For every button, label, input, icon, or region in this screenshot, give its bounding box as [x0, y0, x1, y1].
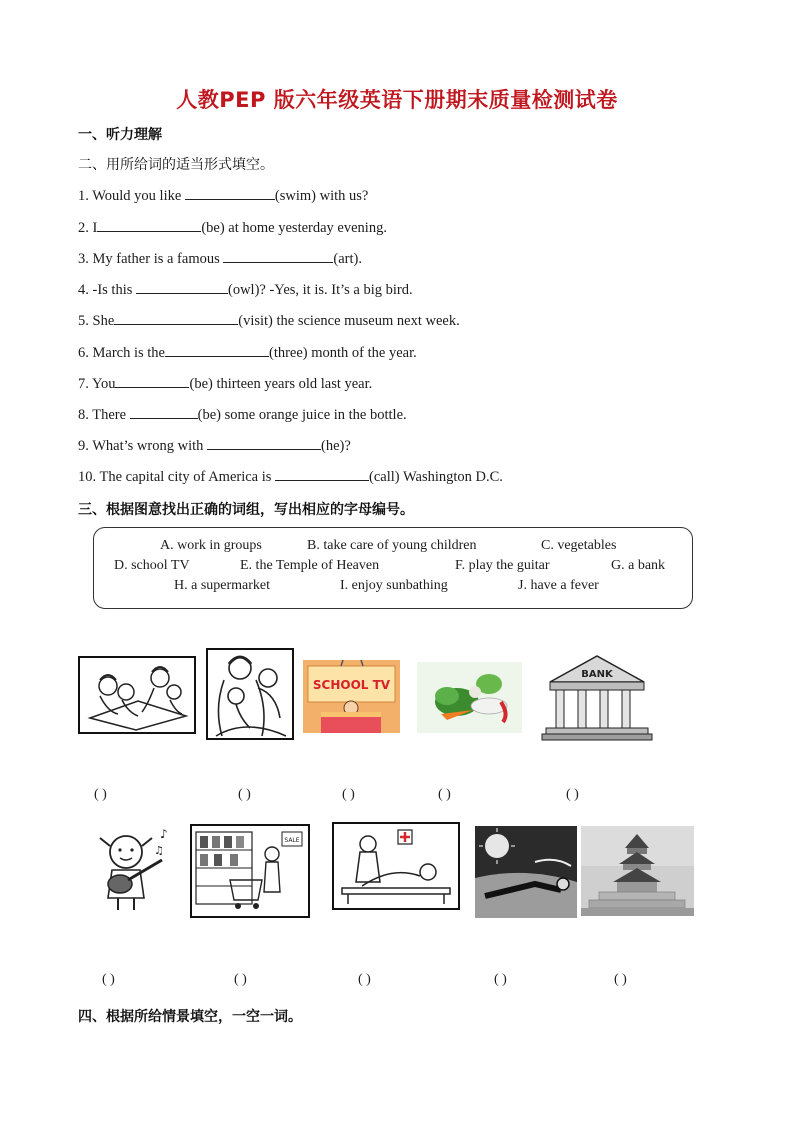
- question-hint: (art).: [333, 251, 362, 267]
- question-text: 3. My father is a famous: [78, 251, 224, 267]
- vegetables-picture: [417, 662, 522, 733]
- answer-blank[interactable]: [223, 249, 333, 263]
- question-hint: (be) some orange juice in the bottle.: [197, 407, 407, 423]
- page-title: 人教PEP 版六年级英语下册期末质量检测试卷: [176, 88, 618, 112]
- question-hint: (swim) with us?: [274, 188, 369, 204]
- question-7: [78, 374, 372, 393]
- childcare-picture: [206, 648, 294, 740]
- question-text: 4. -Is this: [78, 282, 136, 298]
- option-j: J. have a fever: [518, 578, 599, 593]
- guitar-girl-picture: [94, 824, 176, 912]
- question-5: [78, 311, 460, 330]
- question-hint: (be) at home yesterday evening.: [201, 220, 387, 236]
- bank-picture: [540, 652, 655, 741]
- answer-blank[interactable]: [97, 218, 201, 232]
- option-c: C. vegetables: [541, 538, 617, 553]
- section-listening: 一、听力理解: [78, 127, 162, 143]
- option-d: D. school TV: [114, 558, 190, 573]
- answer-blank[interactable]: [207, 436, 321, 450]
- sale-sign: SALE: [284, 837, 300, 844]
- question-3: [78, 249, 362, 268]
- option-i: I. enjoy sunbathing: [340, 578, 448, 593]
- answer-paren[interactable]: ( ): [438, 787, 451, 802]
- question-text: 8. There: [78, 407, 130, 423]
- question-1: [78, 186, 368, 205]
- question-hint: (owl)? -Yes, it is. It’s a big bird.: [228, 282, 413, 298]
- answer-blank[interactable]: [115, 374, 189, 388]
- school-tv-picture: [303, 660, 400, 733]
- temple-of-heaven-picture: [581, 826, 694, 916]
- answer-paren[interactable]: ( ): [358, 972, 371, 987]
- question-text: 9. What’s wrong with: [78, 438, 208, 454]
- question-text: 6. March is the: [78, 345, 165, 361]
- answer-paren[interactable]: ( ): [614, 972, 627, 987]
- question-text: 5. She: [78, 313, 115, 329]
- school-tv-sign: SCHOOL TV: [312, 678, 391, 692]
- sunbathing-picture: [475, 826, 577, 918]
- option-h: H. a supermarket: [174, 578, 271, 593]
- question-text: 2. I: [78, 220, 98, 236]
- question-10: [78, 467, 503, 486]
- question-hint: (visit) the science museum next week.: [238, 313, 460, 329]
- answer-paren[interactable]: ( ): [566, 787, 579, 802]
- answer-paren[interactable]: ( ): [234, 972, 247, 987]
- bank-sign: BANK: [581, 669, 613, 680]
- question-9: [78, 436, 351, 455]
- question-hint: (call) Washington D.C.: [369, 469, 503, 485]
- answer-paren[interactable]: ( ): [494, 972, 507, 987]
- answer-blank[interactable]: [165, 343, 269, 357]
- answer-blank[interactable]: [185, 186, 275, 200]
- answer-paren[interactable]: ( ): [238, 787, 251, 802]
- question-text: 10. The capital city of America is: [78, 469, 276, 485]
- fever-picture: [332, 822, 460, 910]
- answer-blank[interactable]: [114, 311, 238, 325]
- option-g: G. a bank: [611, 558, 666, 573]
- answer-paren[interactable]: ( ): [342, 787, 355, 802]
- svg-text:♫: ♫: [154, 844, 164, 857]
- section-situational-fill: 四、根据所给情景填空，一空一词。: [78, 1009, 302, 1025]
- answer-blank[interactable]: [136, 280, 228, 294]
- group-work-picture: [78, 656, 196, 734]
- section-picture-match: 三、根据图意找出正确的词组，写出相应的字母编号。: [78, 502, 414, 518]
- question-hint: (he)?: [321, 438, 351, 454]
- section-fill-forms: 二、用所给词的适当形式填空。: [78, 157, 274, 173]
- option-a: A. work in groups: [160, 538, 262, 553]
- question-2: [78, 218, 387, 237]
- option-f: F. play the guitar: [455, 558, 550, 573]
- question-hint: (three) month of the year.: [268, 345, 417, 361]
- answer-blank[interactable]: [275, 467, 369, 481]
- question-text: 1. Would you like: [78, 188, 185, 204]
- option-b: B. take care of young children: [307, 538, 477, 553]
- answer-paren[interactable]: ( ): [94, 787, 107, 802]
- answer-blank[interactable]: [130, 405, 198, 419]
- question-6: [78, 343, 417, 362]
- supermarket-picture: [190, 824, 310, 918]
- answer-paren[interactable]: ( ): [102, 972, 115, 987]
- question-text: 7. You: [78, 376, 116, 392]
- svg-text:♪: ♪: [160, 827, 168, 841]
- option-e: E. the Temple of Heaven: [240, 558, 380, 573]
- question-4: [78, 280, 413, 299]
- question-hint: (be) thirteen years old last year.: [189, 376, 373, 392]
- question-8: [78, 405, 407, 424]
